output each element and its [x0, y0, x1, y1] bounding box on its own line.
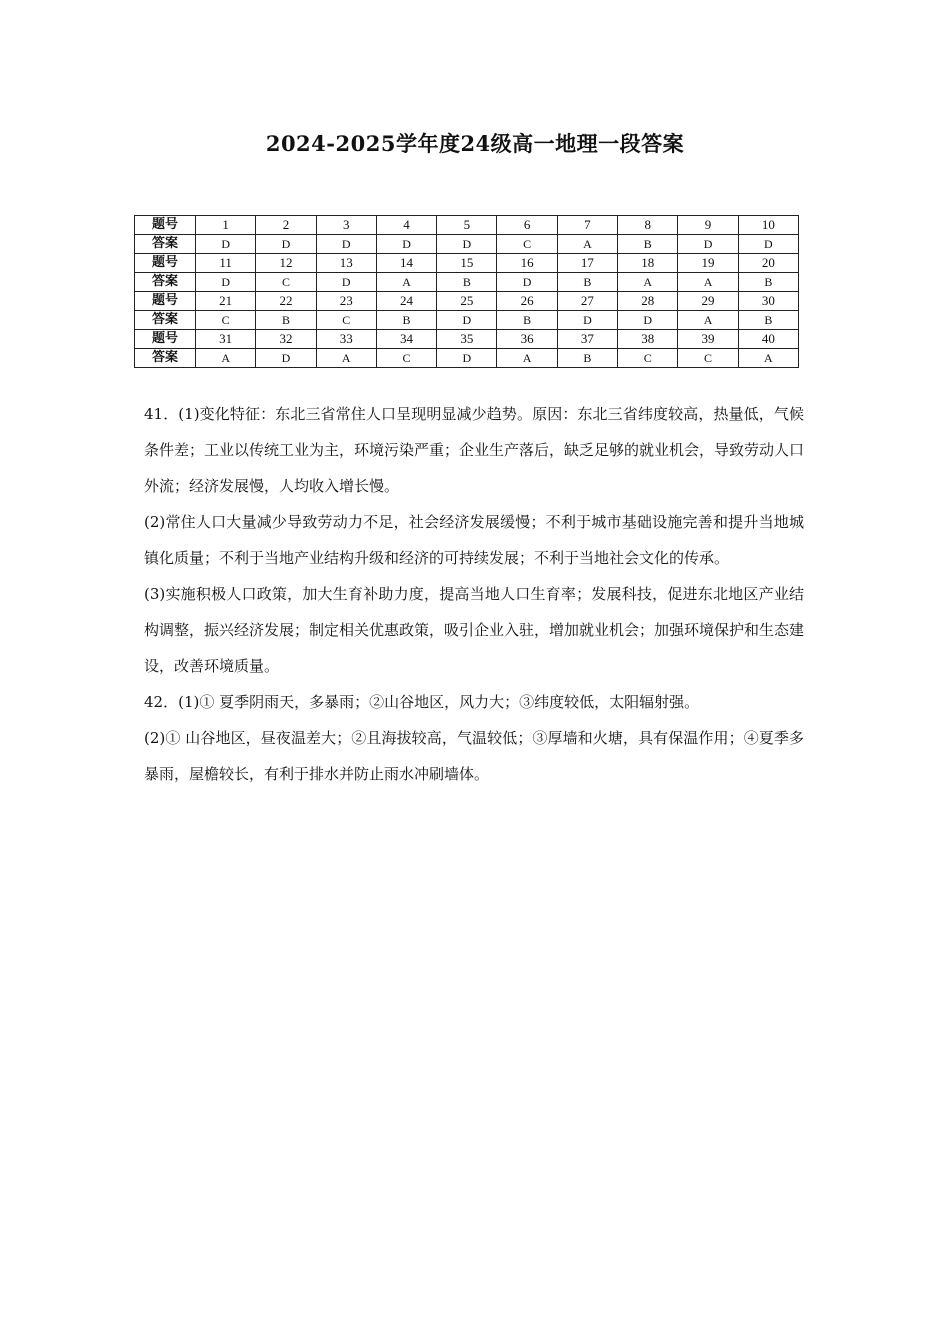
- answer-text: [144, 396, 804, 792]
- question-number-label: 题号: [135, 330, 196, 349]
- question-number-cell: 1: [196, 216, 256, 235]
- answer-cell: A: [316, 349, 376, 368]
- question-number-cell: 6: [497, 216, 557, 235]
- question-number-cell: 7: [557, 216, 617, 235]
- answer-cell: D: [618, 311, 678, 330]
- question-number-cell: 28: [618, 292, 678, 311]
- answer-cell: A: [497, 349, 557, 368]
- question-number-cell: 9: [678, 216, 738, 235]
- answer-label: 答案: [135, 311, 196, 330]
- question-number-cell: 15: [437, 254, 497, 273]
- answer-cell: B: [437, 273, 497, 292]
- answer-cell: C: [376, 349, 436, 368]
- answer-42-1: 42．(1)① 夏季阴雨天，多暴雨；②山谷地区，风力大；③纬度较低，太阳辐射强。: [144, 693, 700, 711]
- question-number-cell: 11: [196, 254, 256, 273]
- answer-cell: B: [557, 349, 617, 368]
- question-number-cell: 21: [196, 292, 256, 311]
- question-number-cell: 17: [557, 254, 617, 273]
- answer-row: [135, 311, 799, 330]
- question-number-cell: 25: [437, 292, 497, 311]
- answer-cell: B: [618, 235, 678, 254]
- question-number-cell: 8: [618, 216, 678, 235]
- question-number-cell: 2: [256, 216, 316, 235]
- answer-41-2: (2)常住人口大量减少导致劳动力不足，社会经济发展缓慢；不利于城市基础设施完善和提升当地城镇化质量；不利于当地产业结构升级和经济的可持续发展；不利于当地社会文化的传承。: [144, 513, 804, 567]
- answer-cell: D: [196, 273, 256, 292]
- question-number-cell: 22: [256, 292, 316, 311]
- answer-42-2: (2)① 山谷地区，昼夜温差大；②且海拔较高，气温较低；③厚墙和火塘，具有保温作用；④夏季多暴雨，屋檐较长，有利于排水并防止雨水冲刷墙体。: [144, 729, 804, 783]
- answer-cell: D: [437, 235, 497, 254]
- answer-cell: A: [678, 311, 738, 330]
- answer-cell: C: [497, 235, 557, 254]
- answer-cell: A: [557, 235, 617, 254]
- page-title: 2024-2025学年度24级高一地理一段答案: [265, 131, 685, 156]
- question-number-cell: 29: [678, 292, 738, 311]
- question-number-label: 题号: [135, 216, 196, 235]
- answer-41-3: (3)实施积极人口政策，加大生育补助力度，提高当地人口生育率；发展科技，促进东北地区产业结构调整，振兴经济发展；制定相关优惠政策，吸引企业入驻，增加就业机会；加强环境保护和生态建设，改善环境质量。: [144, 585, 805, 675]
- answer-cell: C: [256, 273, 316, 292]
- question-number-cell: 20: [738, 254, 798, 273]
- answer-cell: D: [497, 273, 557, 292]
- question-number-label: 题号: [135, 254, 196, 273]
- question-number-cell: 31: [196, 330, 256, 349]
- question-row: [135, 254, 799, 273]
- answer-41-1: 41．(1)变化特征：东北三省常住人口呈现明显减少趋势。原因：东北三省纬度较高，热量低，气候条件差；工业以传统工业为主，环境污染严重；企业生产落后，缺乏足够的就业机会，导致劳动人口外流；经济发展慢，人均收入增长慢。: [144, 405, 805, 495]
- answer-cell: D: [678, 235, 738, 254]
- answer-cell: B: [557, 273, 617, 292]
- question-number-cell: 23: [316, 292, 376, 311]
- answer-label: 答案: [135, 235, 196, 254]
- answer-cell: B: [256, 311, 316, 330]
- question-number-cell: 26: [497, 292, 557, 311]
- answer-cell: D: [316, 235, 376, 254]
- answer-cell: B: [738, 311, 798, 330]
- answer-cell: C: [618, 349, 678, 368]
- answer-row: [135, 235, 799, 254]
- question-number-label: 题号: [135, 292, 196, 311]
- answer-cell: D: [316, 273, 376, 292]
- question-number-cell: 38: [618, 330, 678, 349]
- answer-cell: C: [316, 311, 376, 330]
- question-number-cell: 3: [316, 216, 376, 235]
- answer-table: [134, 215, 799, 368]
- answer-cell: B: [376, 311, 436, 330]
- answer-label: 答案: [135, 273, 196, 292]
- answer-cell: D: [256, 235, 316, 254]
- answer-cell: D: [738, 235, 798, 254]
- answer-cell: C: [678, 349, 738, 368]
- answer-cell: A: [738, 349, 798, 368]
- question-number-cell: 34: [376, 330, 436, 349]
- answer-cell: B: [738, 273, 798, 292]
- answer-cell: D: [557, 311, 617, 330]
- question-number-cell: 16: [497, 254, 557, 273]
- question-number-cell: 37: [557, 330, 617, 349]
- answer-row: [135, 349, 799, 368]
- answer-cell: D: [437, 349, 497, 368]
- answer-cell: B: [497, 311, 557, 330]
- question-number-cell: 36: [497, 330, 557, 349]
- answer-cell: A: [618, 273, 678, 292]
- question-number-cell: 10: [738, 216, 798, 235]
- question-number-cell: 32: [256, 330, 316, 349]
- question-number-cell: 5: [437, 216, 497, 235]
- question-number-cell: 13: [316, 254, 376, 273]
- answer-cell: D: [256, 349, 316, 368]
- question-row: [135, 292, 799, 311]
- question-number-cell: 30: [738, 292, 798, 311]
- question-number-cell: 40: [738, 330, 798, 349]
- question-row: [135, 330, 799, 349]
- question-number-cell: 39: [678, 330, 738, 349]
- answer-label: 答案: [135, 349, 196, 368]
- answer-cell: D: [437, 311, 497, 330]
- answer-row: [135, 273, 799, 292]
- answer-cell: C: [196, 311, 256, 330]
- answer-cell: A: [678, 273, 738, 292]
- question-row: [135, 216, 799, 235]
- question-number-cell: 33: [316, 330, 376, 349]
- question-number-cell: 24: [376, 292, 436, 311]
- question-number-cell: 27: [557, 292, 617, 311]
- answer-cell: A: [196, 349, 256, 368]
- question-number-cell: 14: [376, 254, 436, 273]
- question-number-cell: 35: [437, 330, 497, 349]
- question-number-cell: 19: [678, 254, 738, 273]
- question-number-cell: 4: [376, 216, 436, 235]
- answer-cell: D: [196, 235, 256, 254]
- question-number-cell: 18: [618, 254, 678, 273]
- answer-cell: D: [376, 235, 436, 254]
- question-number-cell: 12: [256, 254, 316, 273]
- answer-cell: A: [376, 273, 436, 292]
